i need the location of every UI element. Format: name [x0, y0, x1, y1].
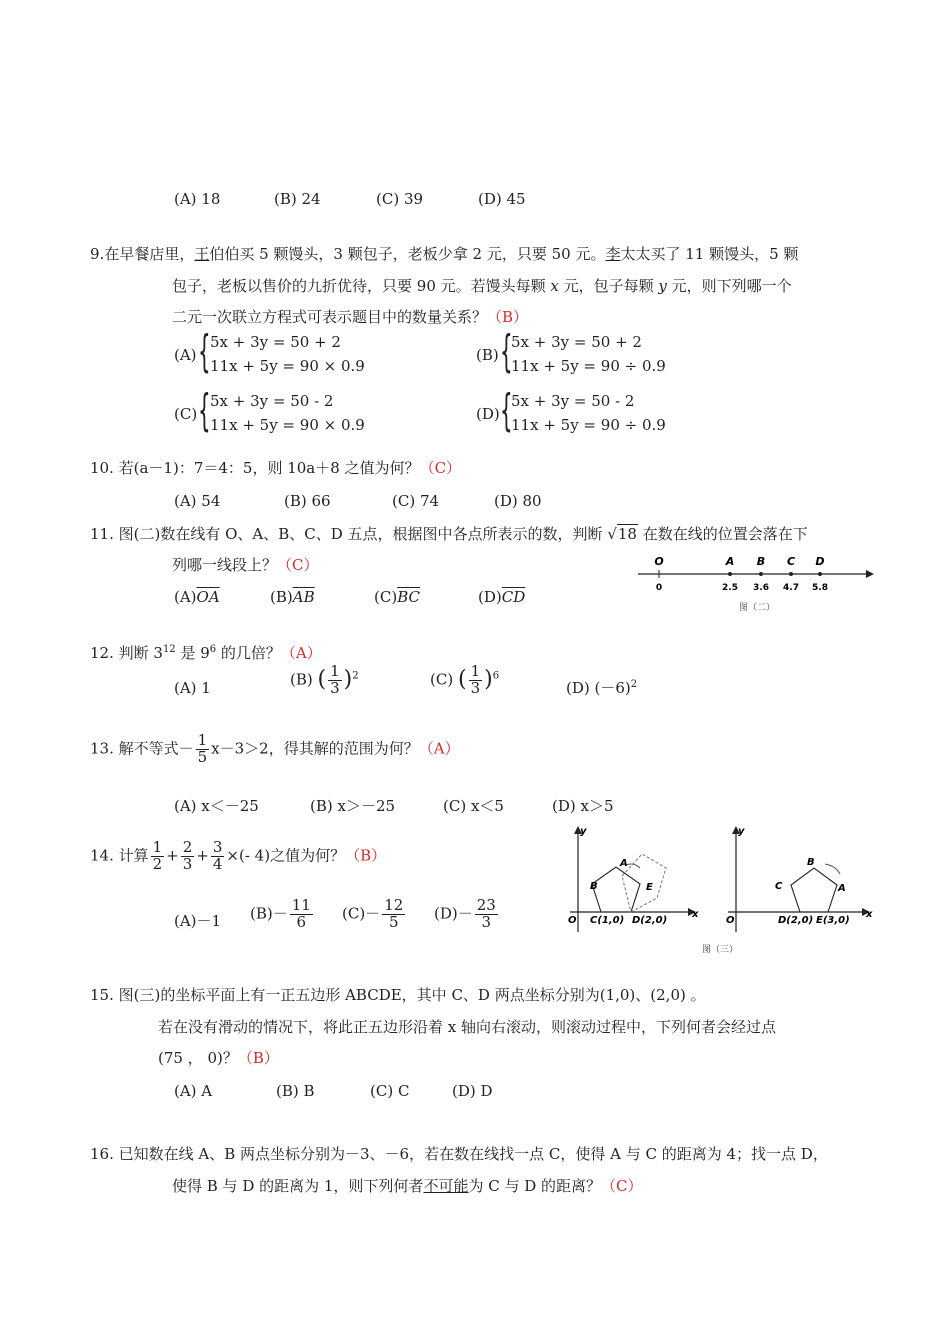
- q11-answer: （C）: [277, 556, 319, 574]
- q12-paren: (: [317, 667, 327, 693]
- q12-exponent: 6: [492, 670, 500, 682]
- q13-option-b: (B) x＞－25: [310, 797, 396, 815]
- q12-paren: ): [343, 667, 353, 693]
- fraction-denominator: 3: [470, 678, 481, 697]
- q12-text: 12. 判断 3: [90, 644, 163, 662]
- q12-text: 的几倍？: [216, 644, 281, 662]
- q9-option-c-eq2: 11x + 5y = 90 × 0.9: [210, 416, 365, 434]
- q9-option-b-eq2: 11x + 5y = 90 ÷ 0.9: [511, 357, 666, 375]
- q11-segment: $\overline{AB}$: [292, 588, 315, 606]
- q12-fraction: [469, 664, 483, 697]
- q11-line2: [172, 556, 319, 574]
- fraction-numerator: 1: [330, 662, 340, 680]
- q9-line3: [172, 308, 528, 326]
- q14-fraction-1: [151, 840, 165, 873]
- q9-option-d-label: (D): [476, 405, 500, 423]
- q15-option-b: (B) B: [276, 1082, 315, 1100]
- q15-line3: [158, 1049, 279, 1067]
- svg-text:y: y: [738, 826, 745, 837]
- q12-paren: ): [484, 667, 493, 693]
- q12-exponent: 6: [209, 644, 217, 655]
- q9-option-d-brace: {: [500, 385, 513, 436]
- q9-text: 元，则下列哪一个: [666, 277, 792, 295]
- q16-line2: [172, 1177, 643, 1195]
- svg-text:x: x: [692, 909, 699, 920]
- q12-option-label: (C): [430, 670, 454, 689]
- q14-figure-caption: 图（三）: [701, 945, 739, 955]
- figure-left-panel: [568, 826, 699, 932]
- svg-text:A: A: [838, 883, 846, 894]
- q16-answer: （C）: [601, 1177, 643, 1195]
- q11-segment: $\overline{CD}$: [501, 588, 526, 606]
- q9-name-wang: 王: [194, 245, 210, 263]
- q11-option-b: [270, 588, 315, 606]
- q9-text: 太太买了 11 颗馒头，5 颗: [620, 245, 799, 263]
- q12-text: 是 9: [175, 644, 210, 662]
- q14-option-d: [434, 898, 500, 931]
- q11-line1: [90, 525, 808, 543]
- svg-text:B: B: [590, 881, 598, 892]
- q9-text: 包子，老板以售价的九折优待，只要 90 元。若馒头每颗: [172, 277, 551, 295]
- q10-option-d: (D) 80: [494, 492, 542, 510]
- svg-text:5.8: 5.8: [812, 583, 828, 593]
- q13-option-d: (D) x＞5: [552, 797, 614, 815]
- svg-text:C(1,0): C(1,0): [590, 915, 625, 926]
- q12-option-d: [566, 679, 637, 697]
- svg-text:3.6: 3.6: [753, 583, 769, 593]
- q11-option-a: [174, 588, 220, 606]
- fraction-denominator: 3: [330, 678, 340, 697]
- q12-exponent: 12: [162, 644, 176, 655]
- q9-var-y: y: [658, 277, 667, 295]
- q13-fraction: [196, 733, 210, 766]
- svg-text:4.7: 4.7: [783, 583, 799, 593]
- fraction-numerator: 3: [212, 838, 223, 856]
- q12-answer: （A）: [280, 644, 322, 662]
- q14-option-b: [250, 898, 315, 931]
- q14-option-c: [342, 898, 407, 931]
- q15-line2: 若在没有滑动的情况下，将此正五边形沿着 x 轴向右滚动，则滚动过程中，下列何者会经过点: [158, 1018, 776, 1036]
- q14-option-label: (C)－: [342, 904, 381, 923]
- svg-text:O: O: [568, 915, 577, 926]
- fraction-denominator: 5: [197, 747, 208, 766]
- svg-text:D(2,0): D(2,0): [778, 915, 814, 926]
- svg-text:E(3,0): E(3,0): [816, 915, 850, 926]
- q13-option-c: (C) x＜5: [443, 797, 504, 815]
- q9-option-b-label: (B): [476, 346, 499, 364]
- fraction-denominator: 3: [182, 854, 193, 873]
- q14-text: ×(- 4)之值为何？: [226, 846, 346, 865]
- q10-answer: （C）: [419, 459, 462, 477]
- q11-option-c: [374, 588, 420, 606]
- q12-question: [90, 644, 322, 662]
- q11-option-d: [478, 588, 525, 606]
- q9-line1: [90, 245, 798, 263]
- q15-text: (75 ， 0)？: [158, 1049, 238, 1067]
- q10-option-a: (A) 54: [174, 492, 221, 510]
- q11-number-line-figure: [630, 552, 880, 616]
- q11-sqrt: √18: [607, 525, 637, 543]
- q11-segment: $\overline{BC}$: [397, 588, 420, 606]
- q12-option-d-text: (D) (－6): [566, 679, 631, 697]
- q11-segment: $\overline{OA}$: [196, 588, 220, 606]
- q9-option-d-eq1: 5x + 3y = 50 - 2: [511, 392, 635, 410]
- q13-option-a: (A) x＜－25: [174, 797, 259, 815]
- fraction-numerator: 11: [291, 896, 311, 914]
- q9-option-c-label: (C): [174, 405, 198, 423]
- q11-text: 在数在线的位置会落在下: [642, 525, 808, 543]
- q11-radicand: 18: [617, 525, 637, 543]
- q14-fraction: [382, 898, 405, 931]
- fraction-denominator: 6: [296, 912, 307, 931]
- q11-text: 列哪一线段上？: [172, 556, 278, 574]
- q15-line1: 15. 图(三)的坐标平面上有一正五边形 ABCDE，其中 C、D 两点坐标分别为(1,0)、(2,0) 。: [90, 986, 706, 1004]
- svg-text:E: E: [646, 882, 653, 893]
- q11-option-label: (C): [374, 588, 398, 606]
- q15-option-a: (A) A: [174, 1082, 213, 1100]
- q9-text: 二元一次联立方程式可表示题目中的数量关系？: [172, 308, 488, 326]
- q12-fraction: [328, 664, 342, 697]
- q12-option-c: [430, 664, 499, 697]
- q14-fraction: [475, 898, 498, 931]
- svg-text:A: A: [620, 858, 628, 869]
- q12-exponent: 2: [352, 670, 359, 682]
- fraction-denominator: 4: [212, 854, 223, 873]
- q9-option-b-brace: {: [500, 326, 513, 377]
- q11-figure-caption: 图（二）: [738, 603, 776, 613]
- q10-text: 10. 若(a－1)：7＝4：5，则 10a＋8 之值为何？: [90, 459, 420, 477]
- q9-line2: [172, 277, 792, 295]
- q9-option-c-eq1: 5x + 3y = 50 - 2: [210, 392, 334, 410]
- svg-text:O: O: [654, 555, 664, 568]
- q13-text: x－3＞2，得其解的范围为何？: [211, 739, 419, 758]
- q9-text: 伯伯买 5 颗馒头，3 颗包子，老板少拿 2 元，只要 50 元。: [209, 245, 606, 263]
- q9-option-a-eq1: 5x + 3y = 50 + 2: [210, 333, 341, 351]
- q16-text: 使得 B 与 D 的距离为 1，则下列何者: [172, 1177, 424, 1195]
- q9-text: 在早餐店里，: [104, 245, 195, 263]
- q16-underlined-text: 不可能: [423, 1177, 469, 1195]
- q14-option-label: (B)－: [250, 904, 288, 923]
- svg-text:O: O: [726, 915, 735, 926]
- q14-fraction: [290, 898, 313, 931]
- svg-text:C: C: [786, 555, 796, 568]
- fraction-denominator: 3: [481, 912, 492, 931]
- q8-option-c: (C) 39: [376, 190, 424, 208]
- q12-paren: (: [457, 667, 467, 693]
- q9-option-c-brace: {: [198, 385, 211, 436]
- q9-text: 元，包子每颗: [558, 277, 659, 295]
- q11-text: 11. 图(二)数在线有 O、A、B、C、D 五点，根据图中各点所表示的数，判断: [90, 525, 603, 543]
- q9-answer: （B）: [487, 308, 529, 326]
- q12-option-label: (B): [290, 670, 313, 689]
- svg-text:2.5: 2.5: [722, 583, 738, 593]
- svg-text:B: B: [807, 857, 815, 868]
- q13-text: 13. 解不等式－: [90, 739, 194, 758]
- q14-fraction-3: [211, 840, 225, 873]
- q10-question: [90, 459, 461, 477]
- fraction-denominator: 2: [152, 854, 163, 873]
- svg-text:D: D: [815, 555, 825, 568]
- q9-name-li: 李: [605, 245, 621, 263]
- svg-text:y: y: [580, 826, 587, 837]
- q10-option-b: (B) 66: [284, 492, 331, 510]
- figure-right-panel: [726, 826, 873, 932]
- q9-var-x: x: [550, 277, 559, 295]
- q9-option-b-eq1: 5x + 3y = 50 + 2: [511, 333, 642, 351]
- q8-option-a: (A) 18: [174, 190, 221, 208]
- fraction-numerator: 1: [470, 662, 481, 680]
- fraction-numerator: 1: [197, 731, 208, 749]
- q8-option-b: (B) 24: [274, 190, 321, 208]
- q16-line1: 16. 已知数在线 A、B 两点坐标分别为－3、－6，若在数在线找一点 C，使得 A 与 C 的距离为 4；找一点 D，: [90, 1145, 828, 1163]
- q11-option-label: (A): [174, 588, 197, 606]
- q15-answer: （B）: [237, 1049, 279, 1067]
- q11-option-label: (B): [270, 588, 293, 606]
- q9-option-a-label: (A): [174, 346, 197, 364]
- fraction-numerator: 23: [476, 896, 496, 914]
- q12-option-b: [290, 664, 359, 697]
- q9-option-d-eq2: 11x + 5y = 90 ÷ 0.9: [511, 416, 666, 434]
- svg-text:x: x: [866, 909, 873, 920]
- q12-exponent: 2: [630, 679, 638, 690]
- q14-option-label: (D)－: [434, 904, 473, 923]
- svg-text:D(2,0): D(2,0): [632, 915, 668, 926]
- q9-option-a-eq2: 11x + 5y = 90 × 0.9: [210, 357, 365, 375]
- q15-option-c: (C) C: [370, 1082, 410, 1100]
- q15-option-d: (D) D: [452, 1082, 493, 1100]
- fraction-denominator: 5: [388, 912, 399, 931]
- fraction-numerator: 2: [182, 838, 193, 856]
- q14-text: 14. 计算: [90, 846, 149, 865]
- svg-text:B: B: [756, 555, 766, 568]
- q10-option-c: (C) 74: [392, 492, 440, 510]
- svg-text:C: C: [775, 881, 783, 892]
- q8-option-d: (D) 45: [478, 190, 526, 208]
- q9-option-a-brace: {: [198, 326, 211, 377]
- fraction-numerator: 12: [384, 896, 404, 914]
- q12-option-a: (A) 1: [174, 679, 211, 697]
- q11-option-label: (D): [478, 588, 502, 606]
- q14-option-a: (A)－1: [174, 912, 222, 930]
- q14-question: 14. 计算 $\frac{1}{2}$ + $\frac{2}{3}$ + $\frac{3}{4}$ ×(- 4)之值为何？（B）: [90, 838, 387, 873]
- svg-text:0: 0: [655, 583, 663, 593]
- q14-answer: （B）: [345, 846, 387, 865]
- q9-number: 9.: [90, 245, 105, 263]
- q16-text: 为 C 与 D 的距离？: [468, 1177, 602, 1195]
- q13-question: [90, 733, 460, 766]
- q13-answer: （A）: [418, 739, 460, 758]
- q15-pentagon-figure: [560, 822, 882, 962]
- svg-text:A: A: [725, 555, 735, 568]
- fraction-numerator: 1: [152, 838, 163, 856]
- q14-fraction-2: [181, 840, 195, 873]
